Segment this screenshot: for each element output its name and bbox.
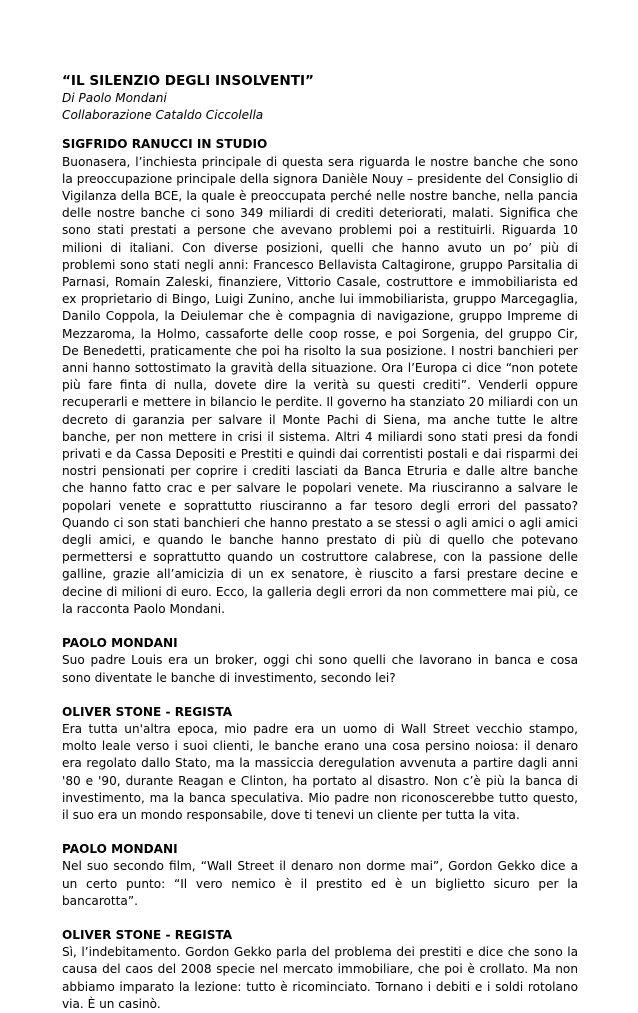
- speaker-heading: SIGFRIDO RANUCCI IN STUDIO: [62, 137, 268, 152]
- document-title: “IL SILENZIO DEGLI INSOLVENTI”: [62, 73, 314, 89]
- speech-paragraph: Buonasera, l’inchiesta principale di questa sera riguarda le nostre banche che sono la preoccupazione principale della signora Danièle Nouy – presidente del Consiglio di Vigilanza della BCE, la quale è preoccupata perché nelle nostre banche, nella pancia delle nostre banche ci sono 349 miliardi di crediti deteriorati, malati. Significa che sono stati prestati a persone che avevano problemi poi a restituirli. Riguarda 10 milioni di italiani. Con diverse posizioni, quelli che hanno avuto un po’ più di problemi sono stati negli anni: Francesco Bellavista Caltagirone, gruppo Parsitalia di Parnasi, Romain Zaleski, finanziere, Vittorio Casale, costruttore e immobiliarista ed ex proprietario di Bingo, Luigi Zunino, anche lui immobiliarista, gruppo Marcegaglia, Danilo Coppola, la Deiulemar che è compagnia di navigazione, gruppo Impreme di Mezzaroma, la Holmo, cassaforte delle coop rosse, e poi Sorgenia, del gruppo Cir, De Benedetti, praticamente che poi ha risolto la sua posizione. I nostri banchieri per anni hanno sottostimato la gravità della situazione. Ora l’Europa ci dice “non potete più fare finta di nulla, dovete dire la verità su questi crediti”. Venderli oppure recuperarli e mettere in bilancio le perdite. Il governo ha stanziato 20 miliardi con un decreto di garanzia per salvare il Monte Pachi di Siena, ma anche tutte le altre banche, per non mettere in crisi il sistema. Altri 4 miliardi sono stati presi da fondi privati e da Cassa Depositi e Prestiti e quindi dai correntisti postali e dai risparmi dei nostri pensionati per coprire i crediti lasciati da Banca Etruria e dalle altre banche che hanno fatto crac e per salvare le popolari venete. Ma riusciranno a salvare le popolari venete e soprattutto riusciranno a far tesoro degli errori del passato? Quando ci son stati banchieri che hanno prestato a se stessi o agli amici o agli amici degli amici, e quando le banche hanno prestato di più di quello che potevano permettersi e soprattutto quando un costruttore calabrese, con la passione delle galline, grazie all’amicizia di un ex senatore, è riuscito a farsi prestare decine e decine di milioni di euro. Ecco, la galleria degli errori da non commettere mai più, ce la racconta Paolo Mondani.: [62, 154, 578, 616]
- author-line: Di Paolo Mondani: [62, 91, 167, 105]
- speaker-heading: OLIVER STONE - REGISTA: [62, 704, 233, 719]
- speech-paragraph: Era tutta un'altra epoca, mio padre era un uomo di Wall Street vecchio stampo, molto leale verso i suoi clienti, le banche erano una cosa persino noiosa: il denaro era regolato dallo Stato, ma la massiccia deregulation avvenuta a partire dagli anni '80 e '90, durante Reagan e Clinton, ha portato al disastro. Non c’è più la banca di investimento, ma la banca speculativa. Mio padre non riconoscerebbe tutto questo, il suo era un mondo responsabile, dove ti tenevi un cliente per tutta la vita.: [62, 721, 578, 822]
- speech-paragraph: Nel suo secondo film, “Wall Street il denaro non dorme mai”, Gordon Gekko dice a un certo punto: “Il vero nemico è il prestito ed è un biglietto sicuro per la bancarotta”.: [62, 859, 578, 908]
- collaboration-line: Collaborazione Cataldo Ciccolella: [62, 108, 264, 123]
- speaker-heading: OLIVER STONE - REGISTA: [62, 927, 233, 942]
- speech-paragraph: Sì, l’indebitamento. Gordon Gekko parla del problema dei prestiti e dice che sono la causa del caos del 2008 specie nel mercato immobiliare, che poi è crollato. Ma non abbiamo imparato la lezione: tutto è ricominciato. Tornano i debiti e i soldi rotolano via. È un casinò.: [62, 945, 578, 1011]
- speaker-heading: PAOLO MONDANI: [62, 842, 178, 857]
- document-page: [62, 72, 578, 1013]
- speech-paragraph: Suo padre Louis era un broker, oggi chi sono quelli che lavorano in banca e cosa sono diventate le banche di investimento, secondo lei?: [62, 653, 578, 685]
- speaker-heading: PAOLO MONDANI: [62, 636, 178, 651]
